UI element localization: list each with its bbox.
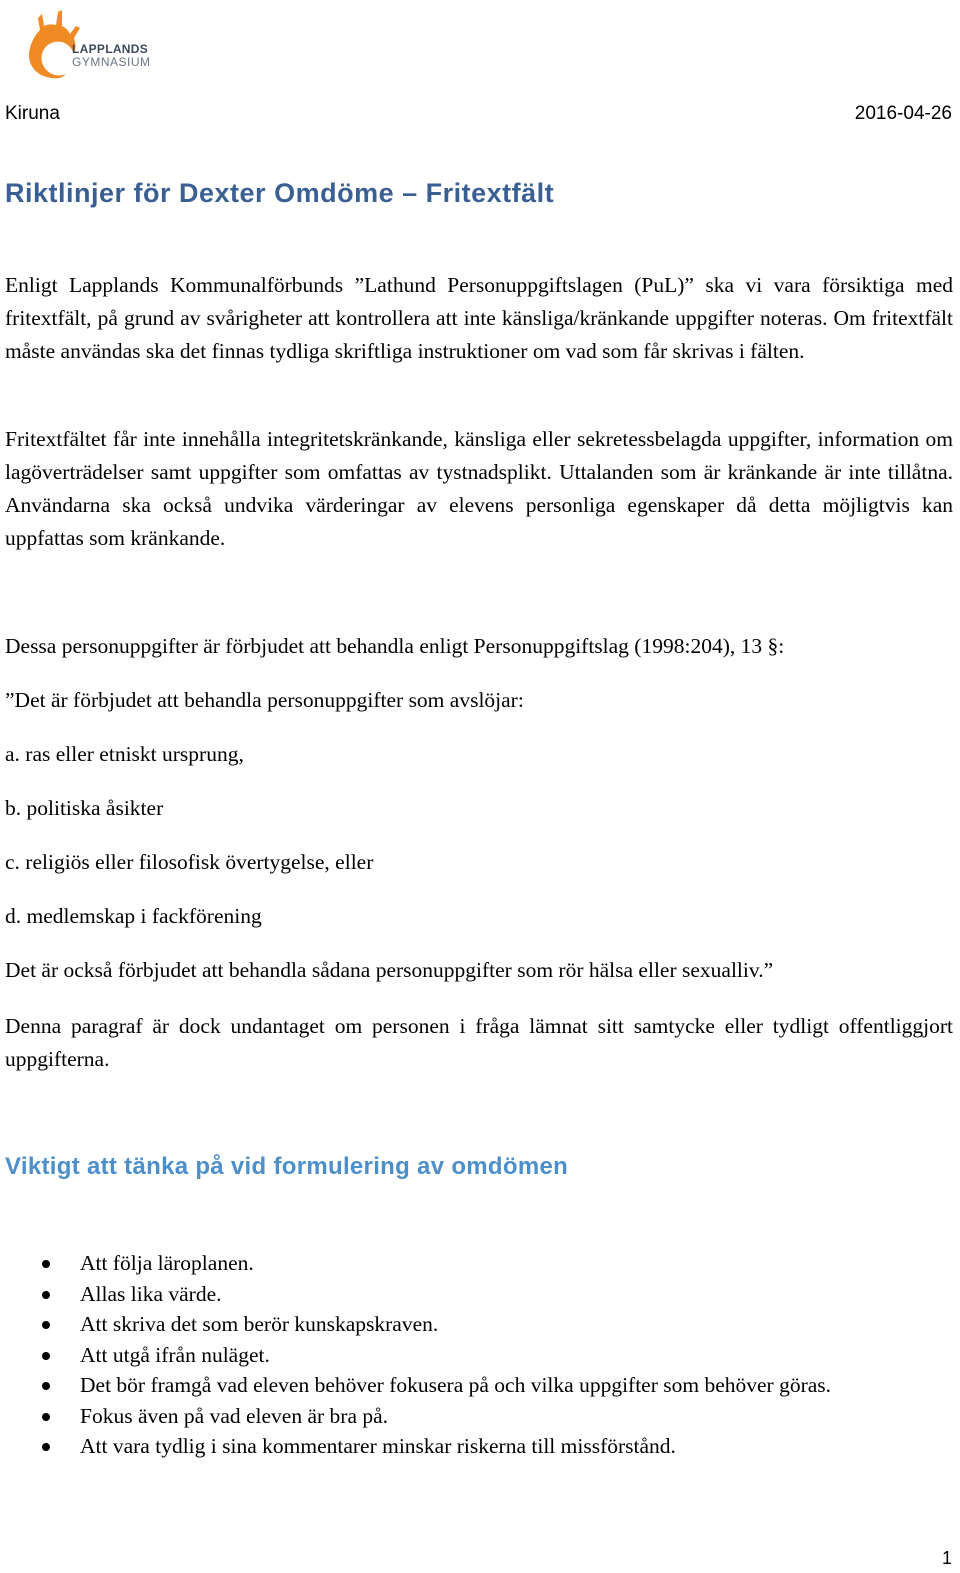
section-heading: Viktigt att tänka på vid formulering av omdömen	[5, 1153, 569, 1180]
list-item: Att vara tydlig i sina kommentarer minskar riskerna till missförstånd.	[0, 1431, 900, 1462]
list-item: Att följa läroplanen.	[0, 1248, 900, 1279]
intro-paragraph: Enligt Lapplands Kommunalförbunds ”Lathund Personuppgiftslagen (PuL)” ska vi vara försiktiga med fritextfält, på grund av svårigheter att kontrollera att inte känsliga/kränkande uppgifter noteras. Om fritextfält måste användas ska det finnas tydliga skriftliga instruktioner om vad som får skrivas i fälten.	[5, 273, 953, 363]
exception-paragraph: Denna paragraf är dock undantaget om personen i fråga lämnat sitt samtycke eller tydligt offentliggjort uppgifterna.	[5, 1014, 953, 1071]
bullet-icon	[42, 1382, 50, 1390]
list-item: Det bör framgå vad eleven behöver fokusera på och vilka uppgifter som behöver göras.	[0, 1370, 900, 1401]
list-item-b: b. politiska åsikter	[5, 796, 164, 820]
list-item-c: c. religiös eller filosofisk övertygelse, eller	[5, 850, 374, 874]
quote-end: Det är också förbjudet att behandla sådana personuppgifter som rör hälsa eller sexualliv.”	[5, 958, 774, 982]
page-number: 1	[941, 1548, 952, 1568]
list-item-d: d. medlemskap i fackförening	[5, 904, 262, 928]
header-date: 2016-04-26	[854, 103, 952, 124]
law-intro-paragraph: Dessa personuppgifter är förbjudet att behandla enligt Personuppgiftslag (1998:204), 13 §:	[5, 634, 785, 658]
bullet-icon	[42, 1413, 50, 1421]
list-item: Allas lika värde.	[0, 1279, 900, 1310]
logo-text-lapplands: LAPPLANDS	[72, 42, 149, 56]
rules-paragraph: Fritextfältet får inte innehålla integritetskränkande, känsliga eller sekretessbelagda uppgifter, information om lagöverträdelser samt uppgifter som omfattas av tystnadsplikt. Uttalanden som är kränkande är inte tillåtna. Användarna ska också undvika värderingar av elevens personliga egenskaper då detta möjligtvis kan uppfattas som kränkande.	[5, 427, 953, 550]
bullet-icon	[42, 1352, 50, 1360]
quote-start: ”Det är förbjudet att behandla personuppgifter som avslöjar:	[5, 688, 524, 712]
logo-text-gymnasium: GYMNASIUM	[72, 55, 151, 69]
list-item: Fokus även på vad eleven är bra på.	[0, 1401, 900, 1432]
header-place: Kiruna	[5, 103, 60, 124]
guideline-list	[0, 1248, 900, 1462]
list-item: Att skriva det som berör kunskapskraven.	[0, 1309, 900, 1340]
bullet-icon	[42, 1291, 50, 1299]
document-title: Riktlinjer för Dexter Omdöme – Fritextfält	[5, 178, 555, 208]
lapplands-gymnasium-logo	[22, 4, 162, 84]
list-item: Att utgå ifrån nuläget.	[0, 1340, 900, 1371]
bullet-icon	[42, 1443, 50, 1451]
bullet-icon	[42, 1260, 50, 1268]
bullet-icon	[42, 1321, 50, 1329]
list-item-a: a. ras eller etniskt ursprung,	[5, 742, 244, 766]
